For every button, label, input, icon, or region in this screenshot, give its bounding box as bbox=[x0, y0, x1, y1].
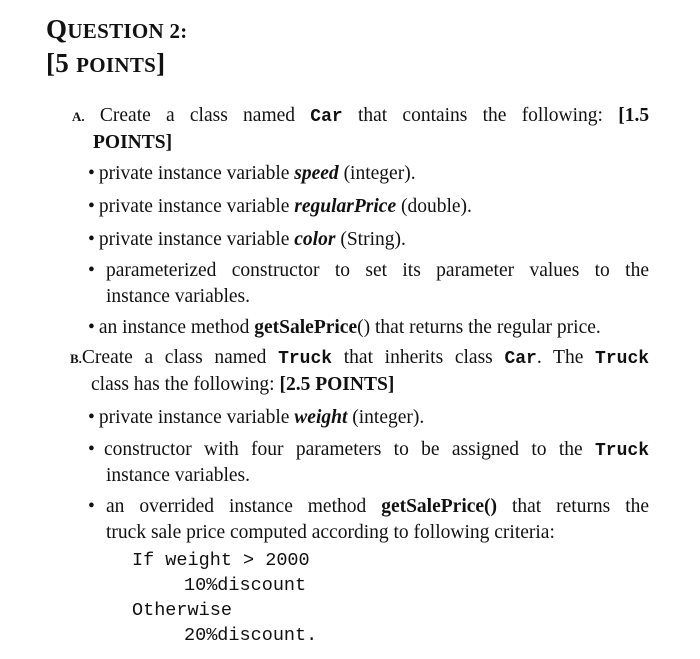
part-b-ctor-line2: instance variables. bbox=[106, 465, 251, 486]
points-label: POINTS bbox=[76, 53, 157, 77]
part-a-bullet-speed: • private instance variable speed (integer). bbox=[88, 163, 416, 184]
bullet-glyph: • bbox=[88, 317, 95, 338]
part-a-class-name: Car bbox=[310, 107, 343, 127]
part-b-ctor-line1: constructor with four parameters to be assigned to the Truck bbox=[104, 439, 649, 461]
part-a-ctor-bullet: • bbox=[88, 260, 95, 281]
part-a-points-2: POINTS] bbox=[93, 132, 173, 153]
part-a-points-1: [1.5 bbox=[618, 105, 650, 126]
code-discount-10: 10%discount bbox=[184, 575, 307, 596]
term-regularprice: regularPrice bbox=[294, 196, 397, 217]
part-a-marker: A. bbox=[72, 109, 85, 124]
part-b-intro-text-1: Create a class named bbox=[81, 347, 267, 368]
code-discount-20: 20%discount. bbox=[184, 625, 318, 646]
method-getsaleprice: getSalePrice bbox=[254, 317, 358, 338]
part-a-bullet-color: • private instance variable color (String). bbox=[88, 229, 406, 250]
points-open: [5 bbox=[46, 48, 77, 78]
part-a-ctor-line2: instance variables. bbox=[106, 286, 251, 307]
part-a-intro bbox=[72, 105, 649, 127]
question-points bbox=[46, 48, 165, 79]
part-b-intro: B.Create a class named Truck that inherits class Car. The Truck bbox=[70, 347, 650, 369]
part-b-line2: class has the following: [2.5 POINTS] bbox=[91, 374, 395, 395]
part-b-override-line2: truck sale price computed according to following criteria: bbox=[106, 522, 555, 543]
override-method-name: getSalePrice() bbox=[381, 496, 498, 517]
term-weight: weight bbox=[294, 407, 348, 428]
code-if-line: If weight > 2000 bbox=[132, 550, 310, 571]
part-b-marker: B. bbox=[70, 351, 82, 366]
bullet-glyph: • bbox=[88, 163, 95, 184]
part-b-class-name: Truck bbox=[278, 349, 333, 369]
bullet-glyph: • bbox=[88, 407, 95, 428]
part-b-ctor-bullet: • bbox=[88, 439, 95, 460]
part-a-intro-text-1: Create a class named bbox=[99, 105, 296, 126]
term-color: color bbox=[294, 229, 336, 250]
code-otherwise: Otherwise bbox=[132, 600, 232, 621]
question-title bbox=[46, 14, 188, 45]
part-b-parent-class: Car bbox=[504, 349, 537, 369]
part-b-override-bullet: • bbox=[88, 496, 95, 517]
part-b-intro-text-2: that inherits class bbox=[343, 347, 493, 368]
part-b-bullet-weight: • private instance variable weight (integer). bbox=[88, 407, 425, 428]
term-speed: speed bbox=[294, 163, 339, 184]
part-b-class-name-2: Truck bbox=[595, 349, 650, 369]
part-a-method-bullet: • an instance method getSalePrice() that returns the regular price. bbox=[88, 317, 601, 338]
points-close: ] bbox=[156, 48, 166, 78]
part-a-intro-text-2: that contains the following: bbox=[357, 105, 603, 126]
title-initial: Q bbox=[46, 14, 68, 44]
part-b-points: [2.5 POINTS] bbox=[279, 374, 395, 395]
part-a-ctor-line1: parameterized constructor to set its parameter values to the bbox=[106, 260, 649, 281]
part-b-override-line1: an overrided instance method getSalePrice() that returns the bbox=[106, 496, 650, 517]
part-b-ctor-class: Truck bbox=[594, 441, 649, 461]
bullet-glyph: • bbox=[88, 196, 95, 217]
part-a-bullet-regularprice: • private instance variable regularPrice (double). bbox=[88, 196, 472, 217]
bullet-glyph: • bbox=[88, 229, 95, 250]
title-rest: UESTION 2: bbox=[67, 19, 188, 43]
